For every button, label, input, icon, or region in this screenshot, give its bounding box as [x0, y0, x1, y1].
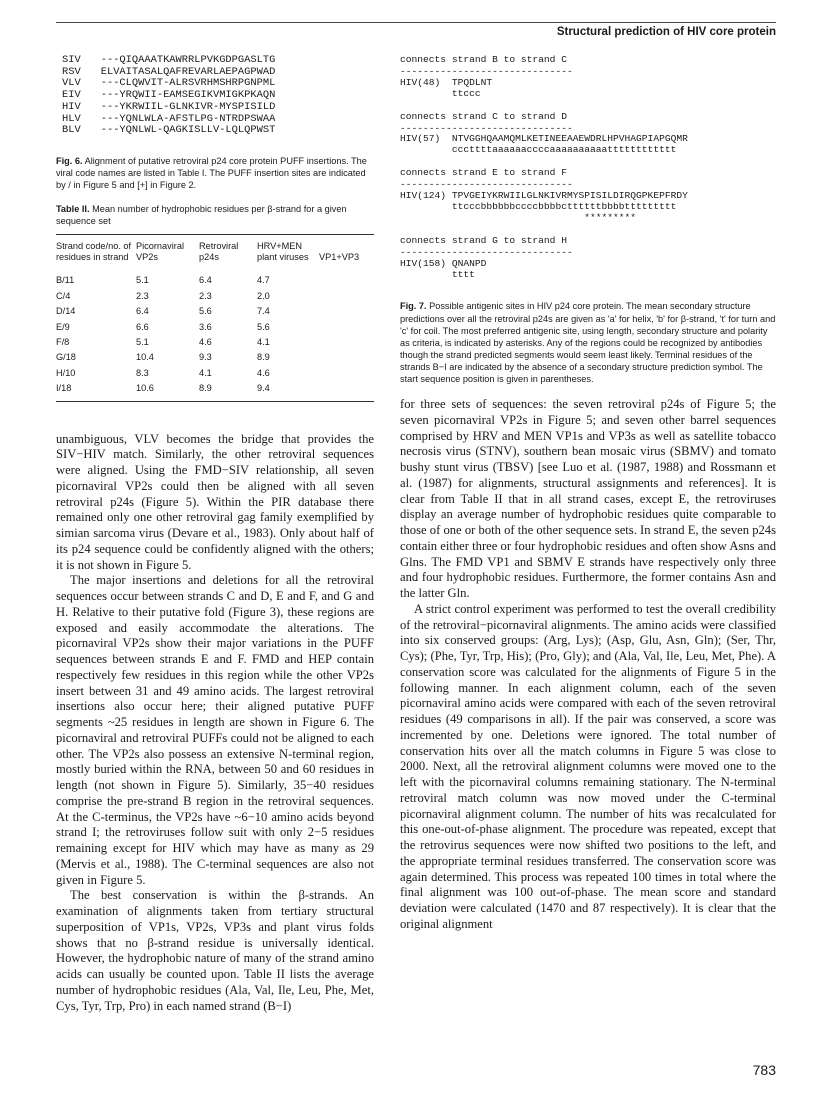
- table-cell: E/9: [56, 321, 70, 332]
- fig7-rule: ------------------------------: [400, 122, 573, 134]
- paragraph: A strict control experiment was performed to test the overall credibility of the retroviral−picornaviral alignments. The amino acids were classified into six conserved groups: (Arg, Lys); (Asp, Glu, Asn, Gln); (Ser, Thr, Cys); (Phe, Tyr, Trp, His); (Pro, Gly); and (Ala, Val, Ile, Leu, Met, Phe). A conservation score was calculated for the alignments of Figure 5 in the following manner. In each alignment column, each of the seven picornaviral amino acids were compared with each of the seven retroviral residues (49 comparisons in all). If the pair was conserved, a score was incremented by one. Deletions were ignored. The total number of conservation hits over all the match columns in Figure 5 was close to 2000. Next, all the retroviral alignment columns were moved one to the left with the picornaviral columns remaining stationary. The N-terminal retroviral match column was now moved under the C-terminal picornaviral alignment column. The number of hits was recalculated for this one-out-of-phase alignment. The procedure was repeated, except that the retrovirus sequences were now shifted two positions to the left, and the appropriate terminal residues transferred. The conservation score was again determined. This process was repeated 100 times in total where the final alignment was 100 out-of-phase. The mean score and standard deviation were calculated (1470 and 87 respectively). It is clear that the original alignment: [400, 601, 776, 931]
- alignment-sequence: ---YKRWIIL-GLNKIVR-MYSPISILD: [100, 100, 276, 113]
- alignment-sequence: ELVAITASALQAFREVARLAEPAGPWAD: [100, 65, 276, 78]
- alignment-sequence: ---QIQAAATKAWRRLPVKGDPGASLTG: [100, 54, 276, 66]
- fig7-seq: HIV(158) QNANPD: [400, 257, 487, 269]
- table-cell: 4.7: [257, 275, 270, 286]
- table-cell: 10.6: [136, 383, 154, 394]
- table-cell: 9.4: [257, 383, 270, 394]
- fig7-block: [400, 112, 776, 157]
- alignment-row: [62, 125, 295, 137]
- fig7-header: connects strand G to strand H: [400, 234, 567, 246]
- table-cell: F/8: [56, 337, 70, 348]
- fig7-block: [400, 236, 776, 281]
- fig7-rule: ------------------------------: [400, 65, 573, 77]
- fig7-seq: HIV(48) TPQDLNT: [400, 76, 493, 88]
- alignment-row: [62, 55, 295, 67]
- fig7-header: connects strand B to strand C: [400, 54, 567, 65]
- table-cell: 6.4: [136, 306, 149, 317]
- virus-code: BLV: [62, 124, 81, 137]
- table-cell: 9.3: [199, 352, 212, 363]
- table-cell: 5.1: [136, 337, 149, 348]
- virus-code: VLV: [62, 77, 81, 90]
- table2-header-strand: Strand code/no. of residues in strand: [56, 241, 132, 263]
- table-row: [56, 350, 374, 365]
- table-cell: 7.4: [257, 306, 270, 317]
- table2-caption-label: Table II.: [56, 204, 90, 215]
- table-cell: 5.6: [257, 321, 270, 332]
- fig7-caption-label: Fig. 7.: [400, 301, 427, 312]
- left-column: [56, 55, 374, 1014]
- right-column: [400, 55, 776, 933]
- fig7-ss: cccttttaaaaaaccccaaaaaaaaaatttttttttttt: [400, 144, 677, 156]
- table-cell: 2.3: [199, 290, 212, 301]
- running-head: Structural prediction of HIV core protein: [556, 26, 776, 38]
- table2-caption: [56, 203, 374, 227]
- table-cell: 5.1: [136, 275, 149, 286]
- fig7-header: connects strand C to strand D: [400, 110, 567, 122]
- page-number: 783: [752, 1062, 776, 1078]
- fig7-rule: ------------------------------: [400, 246, 573, 258]
- table2-caption-text: Mean number of hydrophobic residues per β-strand for a given sequence set: [56, 204, 347, 227]
- table-row: [56, 381, 374, 400]
- virus-code: HLV: [62, 112, 81, 125]
- table-cell: 5.6: [199, 306, 212, 317]
- table-cell: 4.1: [257, 337, 270, 348]
- table-row: [56, 289, 374, 304]
- table-cell: 8.9: [257, 352, 270, 363]
- fig7-mark: *********: [400, 211, 637, 223]
- table-cell: 6.6: [136, 321, 149, 332]
- alignment-sequence: ---CLQWVIT-ALRSVRHMSHRPGNPML: [100, 77, 276, 90]
- right-body-text: [400, 397, 776, 933]
- header-rule: [56, 22, 776, 23]
- table-cell: 10.4: [136, 352, 154, 363]
- fig7-block: [400, 168, 776, 224]
- table2-header-retroviral: Retroviral p24s: [199, 241, 239, 263]
- table-row: [56, 335, 374, 350]
- table-cell: C/4: [56, 290, 71, 301]
- table-cell: H/10: [56, 367, 76, 378]
- virus-code: HIV: [62, 100, 81, 113]
- table-row: [56, 320, 374, 335]
- table-cell: 4.6: [199, 337, 212, 348]
- alignment-sequence: ---YRQWII-EAMSEGIKVMIGKPKAQN: [100, 89, 276, 102]
- table2: [56, 235, 374, 400]
- table-cell: I/18: [56, 383, 72, 394]
- fig6-alignment: [62, 55, 295, 137]
- table-cell: 3.6: [199, 321, 212, 332]
- virus-code: RSV: [62, 65, 81, 78]
- table-cell: 2.3: [136, 290, 149, 301]
- table-cell: 8.9: [199, 383, 212, 394]
- fig6-caption-label: Fig. 6.: [56, 155, 83, 166]
- alignment-sequence: ---YQNLWL-QAGKISLLV-LQLQPWST: [100, 124, 276, 137]
- table2-header-vp1-vp3: VP1+VP3: [319, 252, 360, 263]
- fig7-block: [400, 55, 776, 100]
- table-cell: 4.6: [257, 367, 270, 378]
- table-row: [56, 366, 374, 381]
- fig7-ss: tttt: [400, 268, 475, 280]
- paragraph: for three sets of sequences: the seven retroviral p24s of Figure 5; the seven picornaviral VP2s in Figure 5; and seven other barrel sequences comprised by HRV and MEN VP1s and VP3s as well as satellite tobacco necrosis virus (STNV), southern bean mosaic virus (SBMV) and tomato bushy stunt virus (TBSV) [see Luo et al. (1987, 1988) and Rossmann et al. (1987) for alignments, structural assignments and references]. It is clear from Table II that in all strand cases, except E, the retroviruses display an average number of hydrophobic residues quite comparable to those of one or both of the other sequence sets. In strand E, the seven p24s contain either three or four hydrophobic residues and often show Asns and Glns. The FMD VP1 and SBMV E strands have respectively only three and four hydrophobic residues. Furthermore, the former contains Asn and the latter Gln.: [400, 397, 776, 601]
- table2-header-hrv-men: HRV+MEN plant viruses: [257, 241, 309, 263]
- fig7-caption: [400, 300, 776, 385]
- table-row: [56, 304, 374, 319]
- fig6-caption: [56, 155, 374, 191]
- fig7-rule: ------------------------------: [400, 179, 573, 191]
- fig7-ss: ttccc: [400, 87, 481, 99]
- fig7-seq: HIV(124) TPVGEIYKRWIILGLNKIVRMYSPISILDIRQGPKEPFRDY: [400, 190, 688, 202]
- fig7-listing: [400, 55, 776, 280]
- fig7-ss: ttcccbbbbbbccccbbbbcttttttbbbbttttttttt: [400, 200, 677, 212]
- paragraph: The major insertions and deletions for all the retroviral sequences occur between strands C and D, E and F, and G and H. Relative to their putative fold (Figure 3), these regions are exposed and easily accommodate the alterations. The picornaviral VP2s show their major variations in the PUFF sequences between strands E and F. FMD and HEP contain respectively few residues in this region while the other VP2s insert between 31 and 49 amino acids. The largest retroviral insertions also occur here; their aligned putative PUFF segments ~25 residues in length are shown in Figure 6. The picornaviral and retroviral PUFFs could not be aligned to each other. The VP2s also possess an extensive N-terminal region, mostly buried within the RNA, between 50 and 60 residues in length (not shown in Figure 5). Similarly, 35−40 residues comprise the pre-strand B region in the retroviral sequences. At the C-terminus, the VP2s have ~6−10 amino acids beyond strand I; the retroviruses follow suit with only 2−5 residues remaining except for HIV which may have as many as 29 (Mervis et al., 1988). The C-terminal sequences are also not given in Figure 5.: [56, 573, 374, 887]
- paragraph: unambiguous, VLV becomes the bridge that provides the SIV−HIV match. Similarly, the other retroviral sequences were aligned. Using the FMD−SIV relationship, all seven picornaviral VP2s could then be aligned with all seven retroviral p24s (Figure 5). Within the PIR database there remained only one other retroviral gag family exemplified by simian sarcoma virus (Devare et al., 1983). Only about half of its p24 sequence could be confidently aligned with the others; it is not shown in Figure 5.: [56, 431, 374, 572]
- table-cell: 6.4: [199, 275, 212, 286]
- paragraph: The best conservation is within the β-strands. An examination of alignments taken from tertiary structural superposition of VP1s, VP2s, VP3s and plant virus folds shows that no β-strand residue is universally identical. However, the hydrophobic nature of many of the strand amino acids can usually be counted upon. Table II lists the average number of hydrophobic residues (Ala, Val, Ile, Leu, Phe, Met, Cys, Tyr, Trp, Pro) in each named strand (B−I): [56, 888, 374, 1013]
- alignment-row: [62, 102, 295, 114]
- alignment-sequence: ---YQNLWLA-AFSTLPG-NTRDPSWAA: [100, 112, 276, 125]
- table2-header-picornaviral: Picornaviral VP2s: [136, 241, 184, 263]
- virus-code: SIV: [62, 54, 81, 66]
- fig6-caption-text: Alignment of putative retroviral p24 core protein PUFF insertions. The viral code names are listed in Table I. The PUFF insertion sites are indicated by / in Figure 5 and [+] in Figure 2.: [56, 155, 367, 191]
- table-row: [56, 269, 374, 288]
- fig7-header: connects strand E to strand F: [400, 167, 567, 179]
- fig7-seq: HIV(57) NTVGGHQAAMQMLKETINEEAAEWDRLHPVHAGPIAPGQMR: [400, 133, 688, 145]
- table-cell: 8.3: [136, 367, 149, 378]
- virus-code: EIV: [62, 89, 81, 102]
- table-cell: 2.0: [257, 290, 270, 301]
- left-body-text: [56, 432, 374, 1015]
- table-cell: G/18: [56, 352, 76, 363]
- table-cell: D/14: [56, 306, 76, 317]
- fig7-caption-text: Possible antigenic sites in HIV p24 core protein. The mean secondary structure predictions over all the retroviral p24s are given as 'a' for helix, 'b' for β-strand, 't' for turn and 'c' for coil. The most preferred antigenic site, using length, secondary structure and polarity as criteria, is indicated by asterisks. Any of the regions could be recognized by antibodies though the strand predicted segments would seem least likely. Terminal residues of the strands B−I are indicated by the absence of a secondary structure prediction symbol. The start sequence position is given in parentheses.: [400, 301, 776, 384]
- table-cell: B/11: [56, 275, 75, 286]
- table-cell: 4.1: [199, 367, 212, 378]
